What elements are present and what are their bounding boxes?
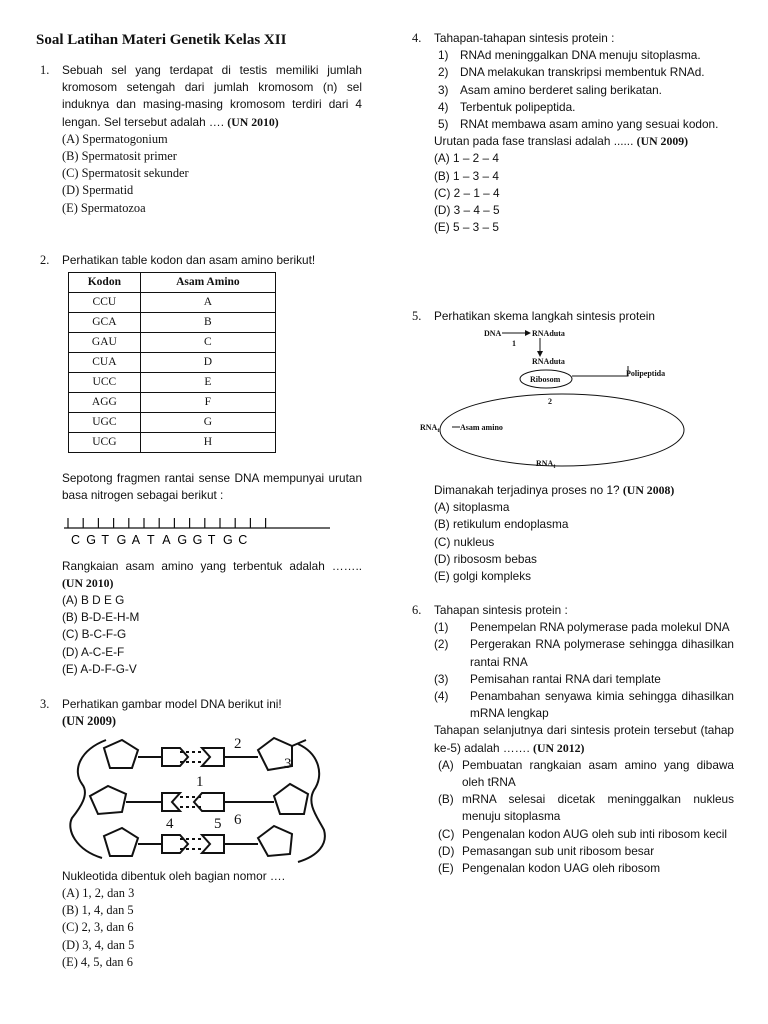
cell-asam-amino: D <box>140 353 275 373</box>
step-text: DNA melakukan transkripsi membentuk RNAd. <box>460 65 705 80</box>
option-e[interactable]: (E) 5 – 3 – 5 <box>434 220 499 235</box>
sequence-base: G <box>192 533 203 547</box>
option-b[interactable]: (B) B-D-E-H-M <box>62 610 140 625</box>
option-a[interactable] <box>434 757 734 791</box>
question-text-3-body: Rangkaian asam amino yang terbentuk adalah …….. <box>62 559 362 573</box>
option-c[interactable]: (C) nukleus <box>434 534 495 549</box>
step-item <box>434 671 734 688</box>
question-text: Perhatikan table kodon dan asam amino berikut! <box>62 253 316 267</box>
option-d[interactable]: (D) Spermatid <box>62 183 134 198</box>
step-text: Pemisahan rantai RNA dari template <box>470 671 661 686</box>
table-row <box>69 353 276 373</box>
label-step-1: 1 <box>512 339 516 348</box>
step-number: (4) <box>434 689 449 704</box>
step-text: Pergerakan RNA polymerase sehingga dihasilkan rantai RNA <box>470 637 734 669</box>
page-title: Soal Latihan Materi Genetik Kelas XII <box>36 32 287 48</box>
cell-kodon: UCC <box>69 373 141 393</box>
cell-asam-amino: F <box>140 393 275 413</box>
cell-kodon: UCG <box>69 433 141 453</box>
label-3: 3 <box>284 756 292 772</box>
sequence-base: G <box>86 533 96 547</box>
option-a[interactable]: (A) B D E G <box>62 593 125 607</box>
question-text: Tahapan-tahapan sintesis protein : <box>434 31 615 45</box>
sequence-base: T <box>207 533 216 547</box>
option-a[interactable]: (A) 1 – 2 – 4 <box>434 151 499 166</box>
exam-tag: (UN 2010) <box>227 114 279 129</box>
option-a[interactable]: (A) 1, 2, dan 3 <box>62 886 135 900</box>
step-number: (1) <box>434 620 449 635</box>
question-text: Tahapan sintesis protein : <box>434 603 568 617</box>
rnat-bottom-sub: t <box>553 464 556 470</box>
sequence-base: T <box>147 533 155 547</box>
sequence-base: A <box>162 533 171 547</box>
label-rnat-bottom <box>536 459 555 470</box>
step-item <box>434 82 734 99</box>
option-b[interactable] <box>434 791 734 825</box>
sequence-base: A <box>131 533 141 547</box>
cell-kodon: AGG <box>69 393 141 413</box>
rnat-left-sub: t <box>437 428 440 434</box>
cell-asam-amino: A <box>140 293 275 313</box>
rnat-bottom-text: RNA <box>536 459 554 468</box>
sequence-base: G <box>223 533 233 547</box>
question-text-2 <box>434 133 734 150</box>
step-item <box>434 688 734 722</box>
cell-kodon: CUA <box>69 353 141 373</box>
step-text: Penempelan RNA polymerase pada molekul DNA <box>470 620 730 635</box>
column-header: Kodon <box>69 273 141 293</box>
exam-tag: (UN 2010) <box>62 576 114 591</box>
option-b[interactable]: (B) 1 – 3 – 4 <box>434 168 499 183</box>
option-c[interactable]: (C) Spermatosit sekunder <box>62 166 189 181</box>
option-text: Pembuatan rangkaian asam amino yang dibawa oleh tRNA <box>462 757 734 790</box>
option-letter: (B) <box>438 792 454 807</box>
option-b[interactable]: (B) Spermatosit primer <box>62 149 177 164</box>
option-d[interactable] <box>434 843 734 860</box>
question-text: Perhatikan skema langkah sintesis protein <box>434 309 655 323</box>
step-text: Penambahan senyawa kimia sehingga dihasilkan mRNA lengkap <box>470 689 734 721</box>
dna-sequence-strand <box>62 514 362 554</box>
option-a[interactable]: (A) sitoplasma <box>434 500 510 515</box>
cell-kodon: UGC <box>69 413 141 433</box>
sequence-base: C <box>238 533 248 547</box>
table-header-row <box>69 273 276 293</box>
options-list <box>62 885 134 971</box>
label-5: 5 <box>214 816 222 832</box>
step-text: Terbentuk polipeptida. <box>460 99 576 114</box>
sequence-base: G <box>116 533 127 547</box>
step-text: Asam amino berderet saling berikatan. <box>460 82 662 97</box>
table-row <box>69 393 276 413</box>
table-row <box>69 293 276 313</box>
question-number: 5. <box>412 309 422 323</box>
options-list <box>62 592 139 678</box>
label-6: 6 <box>234 812 242 828</box>
step-item <box>434 47 734 64</box>
label-rnat-left <box>420 423 439 434</box>
cell-kodon: GCA <box>69 313 141 333</box>
option-text: Pengenalan kodon AUG oleh sub inti ribosom kecil <box>462 826 727 841</box>
question-number: 4. <box>412 31 422 45</box>
question-text-2 <box>434 722 734 756</box>
option-c[interactable] <box>434 826 734 843</box>
question-text-2-body: Tahapan selanjutnya dari sintesis protein tersebut (tahap ke-5) adalah ……. <box>434 723 734 755</box>
step-item <box>434 619 734 636</box>
option-d[interactable]: (D) A-C-E-F <box>62 644 125 659</box>
question-number: 2. <box>40 253 50 267</box>
table-row <box>69 433 276 453</box>
label-rnaduta-top: RNAduta <box>532 329 565 338</box>
step-item <box>434 64 734 81</box>
option-b[interactable]: (B) retikulum endoplasma <box>434 517 569 532</box>
step-number: 4) <box>438 99 449 114</box>
table-row <box>69 313 276 333</box>
option-c[interactable]: (C) 2 – 1 – 4 <box>434 185 500 200</box>
codon-table <box>68 272 276 453</box>
step-number: 3) <box>438 82 449 97</box>
step-item <box>434 99 734 116</box>
step-item <box>434 636 734 670</box>
option-text: mRNA selesai dicetak meninggalkan nukleus menuju sitoplasma <box>462 792 734 824</box>
question-text-2: Sepotong fragmen rantai sense DNA mempunyai urutan basa nitrogen sebagai berikut : <box>62 471 362 503</box>
question-number: 3. <box>40 697 50 711</box>
label-rnaduta: RNAduta <box>532 357 565 366</box>
question-text-3 <box>62 558 362 592</box>
option-e[interactable]: (E) 4, 5, dan 6 <box>62 954 133 969</box>
option-letter: (C) <box>438 826 455 841</box>
question-text-body: Sebuah sel yang terdapat di testis memiliki jumlah kromosom setengah dari jumlah kromosom (n) sel induknya dan masing-masing kromosom terdiri dari 4 lengan. Sel tersebut adalah …. <box>62 63 362 129</box>
sequence-base: G <box>177 533 188 547</box>
dna-model-figure <box>62 732 342 868</box>
option-e[interactable]: (E) golgi kompleks <box>434 569 532 584</box>
step-text: RNAt membawa asam amino yang sesuai kodon. <box>460 117 719 132</box>
exam-tag: (UN 2012) <box>533 740 585 755</box>
option-d[interactable]: (D) 3 – 4 – 5 <box>434 203 500 218</box>
option-letter: (A) <box>438 757 454 772</box>
cell-asam-amino: C <box>140 333 275 353</box>
label-ribosom: Ribosom <box>530 375 561 384</box>
table-row <box>69 333 276 353</box>
step-number: 5) <box>438 117 449 132</box>
protein-synthesis-scheme <box>418 326 708 478</box>
question-text <box>62 62 362 131</box>
cell-asam-amino: E <box>140 373 275 393</box>
cell-asam-amino: H <box>140 433 275 453</box>
sequence-base: C <box>71 533 81 547</box>
label-4: 4 <box>166 816 174 832</box>
option-d[interactable]: (D) ribososm bebas <box>434 551 537 566</box>
label-polipeptida: Polipeptida <box>626 369 666 378</box>
cell-asam-amino: B <box>140 313 275 333</box>
option-b[interactable]: (B) 1, 4, dan 5 <box>62 903 134 918</box>
table-row <box>69 373 276 393</box>
cell-asam-amino: G <box>140 413 275 433</box>
rnat-left-text: RNA <box>420 423 438 432</box>
question-number: 6. <box>412 603 422 617</box>
step-number: 2) <box>438 65 449 80</box>
label-step-2: 2 <box>548 397 552 406</box>
option-e[interactable] <box>434 860 734 877</box>
question-text-2-body: Dimanakah terjadinya proses no 1? <box>434 483 620 497</box>
option-e[interactable]: (E) A-D-F-G-V <box>62 661 137 676</box>
exam-tag: (UN 2008) <box>622 483 675 497</box>
exam-tag: (UN 2009) <box>636 134 689 149</box>
question-text-2 <box>434 482 734 499</box>
label-asam-amino: Asam amino <box>460 423 503 432</box>
option-a[interactable]: (A) Spermatogonium <box>62 131 168 146</box>
option-text: Pengenalan kodon UAG oleh ribosom <box>462 861 661 876</box>
question-number: 1. <box>40 63 50 77</box>
option-c[interactable]: (C) 2, 3, dan 6 <box>62 920 134 935</box>
step-text: RNAd meninggalkan DNA menuju sitoplasma. <box>460 48 701 63</box>
option-letter: (E) <box>438 861 454 876</box>
option-d[interactable]: (D) 3, 4, dan 5 <box>62 937 135 952</box>
step-number: 1) <box>438 48 449 63</box>
step-item <box>434 116 734 133</box>
label-dna: DNA <box>484 329 502 338</box>
step-number: (2) <box>434 637 449 652</box>
table-row <box>69 413 276 433</box>
question-text: Perhatikan gambar model DNA berikut ini! <box>62 697 282 711</box>
sequence-base: T <box>101 533 110 547</box>
question-text-2-body: Urutan pada fase translasi adalah ...... <box>434 134 634 149</box>
cell-kodon: GAU <box>69 333 141 353</box>
option-letter: (D) <box>438 843 455 858</box>
label-1: 1 <box>196 774 204 790</box>
question-text-2: Nukleotida dibentuk oleh bagian nomor …. <box>62 869 285 883</box>
cell-kodon: CCU <box>69 293 141 313</box>
exam-tag: (UN 2009) <box>62 714 117 729</box>
label-2: 2 <box>234 736 242 752</box>
option-c[interactable]: (C) B-C-F-G <box>62 627 127 642</box>
option-text: Pemasangan sub unit ribosom besar <box>462 843 655 858</box>
step-number: (3) <box>434 671 449 686</box>
option-e[interactable]: (E) Spermatozoa <box>62 200 146 215</box>
column-header: Asam Amino <box>140 273 275 293</box>
